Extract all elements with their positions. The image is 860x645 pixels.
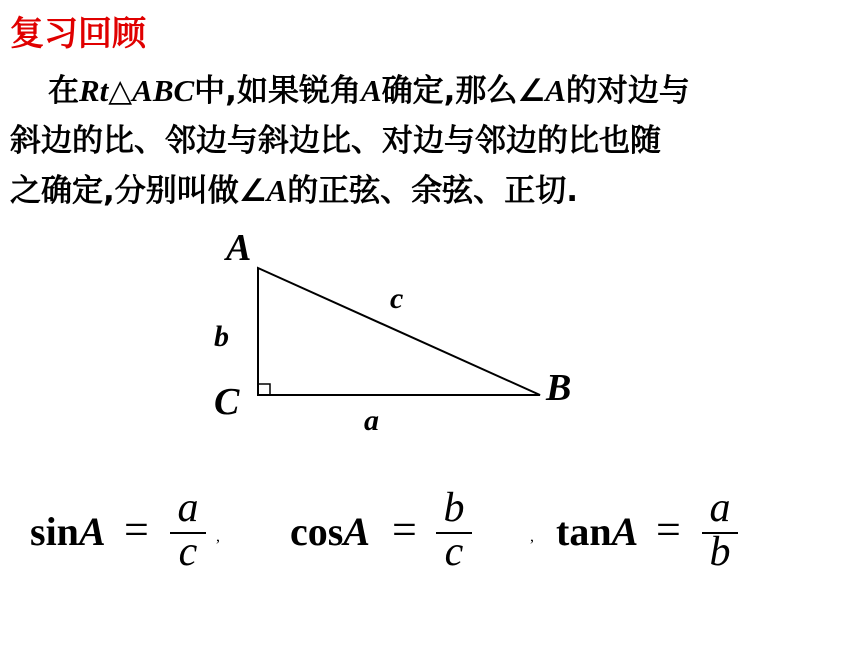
angle-var: A [266,173,288,208]
triangle-symbol: △ [108,73,133,109]
side-a-label: a [364,404,379,437]
equals-sign: = [392,505,417,554]
slide-title: 复习回顾 [10,14,146,54]
cos-function-name [290,508,370,555]
triangle-name: ABC [132,73,195,108]
fn-text: tan [556,509,612,554]
vertex-b-label: B [546,367,572,409]
text: 中,如果锐角 [194,73,361,109]
sin-function-name [30,508,106,555]
sin-formula [30,485,230,578]
tan-function-name [556,508,638,555]
fn-var: A [343,509,371,554]
numerator: a [709,485,731,531]
cos-formula [290,485,490,578]
text: 在 [48,73,79,109]
fn-text: cos [290,509,344,554]
side-c-label: c [390,282,404,315]
angle-var: A [360,73,382,108]
text: 的正弦、余弦、正切. [287,173,579,209]
angle-var: A [545,73,566,108]
rt-symbol: Rt [79,73,109,108]
equals-sign: = [124,505,149,554]
text: 的对边与 [565,73,690,109]
right-angle-mark [258,384,270,395]
fn-var: A [611,509,639,554]
text: 确定,那么∠ [381,73,546,109]
tan-formula [556,485,756,578]
paragraph-line-2: 斜边的比、邻边与斜边比、对边与邻边的比也随 [10,123,661,159]
denominator: b [709,529,731,575]
equals-sign: = [656,505,681,554]
numerator: a [177,485,199,531]
separator-container [530,488,550,578]
separator-comma: , [216,528,220,545]
side-b-label: b [214,320,229,353]
vertex-c-label: C [214,381,240,423]
text: 之确定,分别叫做∠ [10,173,267,209]
denominator: c [178,529,198,575]
fn-var: A [78,509,106,554]
fn-text: sin [30,509,79,554]
numerator: b [443,485,465,531]
denominator: c [444,529,464,575]
vertex-a-label: A [226,227,252,269]
separator-comma: , [530,528,534,545]
